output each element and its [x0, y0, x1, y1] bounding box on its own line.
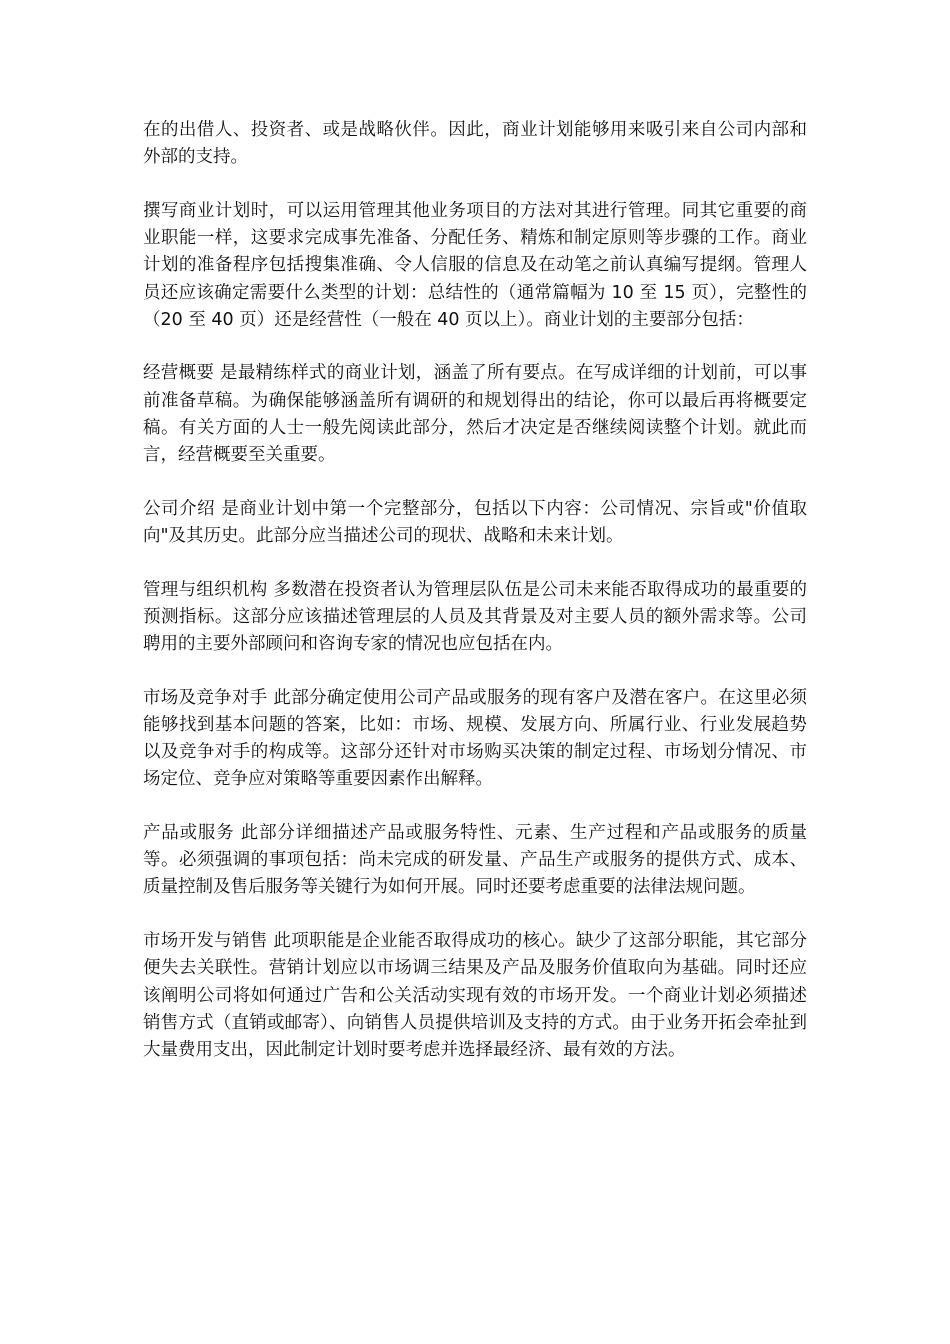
paragraph-writing-plan	[143, 198, 807, 334]
section-lead-term: 市场及竞争对手	[143, 687, 268, 708]
paragraph-company-intro	[143, 496, 807, 550]
paragraph-text: 多数潜在投资者认为管理层队伍是公司未来能否取得成功的最重要的预测指标。这部分应该描述管理层的人员及其背景及对主要人员的额外需求等。公司聘用的主要外部顾问和咨询专家的情况也应包括在内。	[143, 579, 808, 655]
paragraph-text: 此部分确定使用公司产品或服务的现有客户及潜在客户。在这里必须能够找到基本问题的答案，比如：市场、规模、发展方向、所属行业、行业发展趋势以及竞争对手的构成等。这部分还针对市场购买决策的制定过程、市场划分情况、市场定位、竞争应对策略等重要因素作出解释。	[143, 687, 808, 790]
paragraph-management	[143, 577, 807, 659]
paragraph-text: 此部分详细描述产品或服务特性、元素、生产过程和产品或服务的质量等。必须强调的事项包括：尚未完成的研发量、产品生产或服务的提供方式、成本、质量控制及售后服务等关键行为如何开展。同时还要考虑重要的法律法规问题。	[143, 823, 808, 898]
section-lead-term: 管理与组织机构	[143, 579, 268, 600]
paragraph-text: 在的出借人、投资者、或是战略伙伴。因此，商业计划能够用来吸引来自公司内部和外部的支持。	[143, 120, 807, 168]
section-lead-term: 经营概要	[143, 363, 215, 384]
paragraph-text: 此项职能是企业能否取得成功的核心。缺少了这部分职能，其它部分便失去关联性。营销计划应以市场调三结果及产品及服务价值取向为基础。同时还应该阐明公司将如何通过广告和公关活动实现有效的市场开发。一个商业计划必须描述销售方式（直销或邮寄）、向销售人员提供培训及支持的方式。由于业务开拓会牵扯到大量费用支出，因此制定计划时要考虑并选择最经济、最有效的方法。	[143, 931, 808, 1060]
section-lead-term: 公司介绍	[143, 498, 216, 519]
paragraph-executive-summary	[143, 360, 807, 469]
document-page	[143, 117, 807, 1091]
paragraph-market-competitors	[143, 685, 807, 794]
paragraph-text: 撰写商业计划时，可以运用管理其他业务项目的方法对其进行管理。同其它重要的商业职能一样，这要求完成事先准备、分配任务、精炼和制定原则等步骤的工作。商业计划的准备程序包括搜集准确、令人信服的信息及在动笔之前认真编写提纲。管理人员还应该确定需要什么类型的计划：总结性的（通常篇幅为 10 至 15 页），完整性的（20 至 40 页）还是经营性（一般在 40 页以上）。商业计划的主要部分包括：	[143, 200, 807, 330]
paragraph-text: 是最精练样式的商业计划，涵盖了所有要点。在写成详细的计划前，可以事前准备草稿。为确保能够涵盖所有调研的和规划得出的结论，你可以最后再将概要定稿。有关方面的人士一般先阅读此部分，然后才决定是否继续阅读整个计划。就此而言，经营概要至关重要。	[143, 363, 808, 466]
paragraph-products-services	[143, 820, 807, 902]
paragraph-text: 是商业计划中第一个完整部分，包括以下内容：公司情况、宗旨或"价值取向"及其历史。此部分应当描述公司的现状、战略和未来计划。	[143, 498, 807, 546]
paragraph-intro-continued	[143, 117, 807, 171]
paragraph-marketing-sales	[143, 928, 807, 1064]
section-lead-term: 市场开发与销售	[143, 931, 268, 952]
section-lead-term: 产品或服务	[143, 823, 235, 844]
